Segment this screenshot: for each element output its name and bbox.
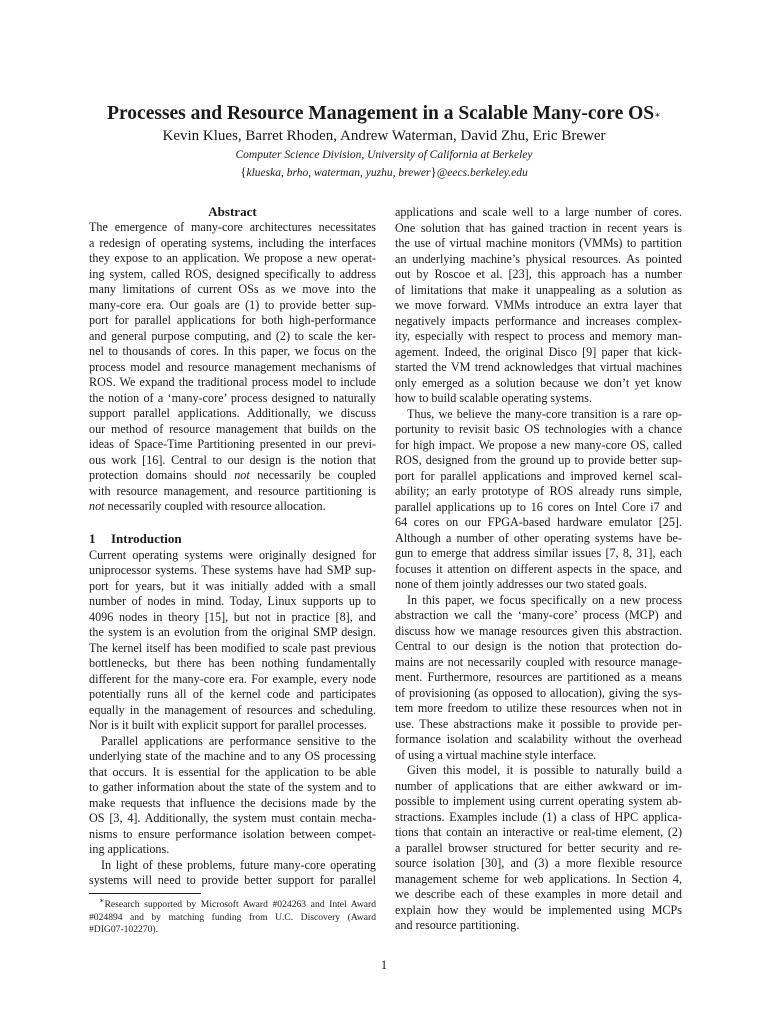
abstract-heading: Abstract [208,204,257,219]
abstract-line: The emergence of many-core architectures necessitates [89,220,376,234]
abstract-line: port for parallel applications for both high-performance [89,313,376,327]
body-line: agement. Indeed, the original Disco [9] paper that kick- [395,344,682,359]
abstract-line: support parallel applications. Additionally, we discuss [89,406,376,420]
page-number: 1 [380,958,388,972]
body-line: management scheme for web applications. In Section 4, [395,871,682,886]
body-line: an underlying machine’s physical resources. As pointed [395,251,682,266]
body-line: and resource partitioning. [395,918,520,932]
body-line: 4096 nodes in theory [15], but not in practice [8], and [89,609,376,624]
body-line: bottlenecks, but there has been nothing fundamentally [89,656,376,670]
body-line: only emerged as a solution because we don’t yet know [395,375,682,390]
abstract-line: ROS. We expand the traditional process model to include [89,375,376,389]
body-line: port for years, but it was initially added with a small [89,578,376,593]
section-heading-introduction: 1 Introduction [89,530,182,546]
abstract-line: the notion of a ‘many-core’ process designed to naturally [89,390,376,405]
body-line: ity, especially with respect to process and memory man- [395,329,682,343]
intro-body [89,548,376,889]
body-line: that occurs. It is essential for the application to be able [89,764,376,779]
body-line: of limitations that make it unappealing as a solution as [395,282,682,297]
abstract-line: and general purpose computing, and (2) to scale the ker- [89,328,376,343]
abstract-line: many limitations of current OSs as we move into the [89,282,376,296]
abstract-line: many-core era. Our goals are (1) to provide better sup- [89,297,376,312]
abstract-line: ing system, called ROS, designed specifically to address [89,266,376,281]
body-line: of provisioning (as opposed to allocation), giving the sys- [395,685,682,700]
footnote-line: #DIG07-102270). [89,924,159,936]
abstract-line: protection domains should not necessarily be coupled [89,468,376,482]
body-line: port for parallel applications and improved kernel scal- [395,468,682,483]
paper-title: Processes and Resource Management in a Scalable Many-core OS∗ [107,103,661,124]
body-line: uniprocessor systems. These systems have had SMP sup- [89,563,376,577]
body-line: ing applications. [89,842,170,856]
body-line: a parallel browser structured for better security and re- [395,840,682,855]
body-line: mains are not necessarily coupled with resource manage- [395,654,682,669]
body-line: negatively impacts performance and increases complex- [395,313,682,328]
body-line: ROS, designed from the ground up to provide better sup- [395,453,682,467]
title-footnote-mark: ∗ [654,110,661,121]
body-line: Although a number of other operating systems have be- [395,530,682,545]
body-line: to gather information about the state of the system and to [89,780,376,794]
body-line: of using a virtual machine style interface. [395,747,597,762]
body-line: One solution that has gained traction in recent years is [395,220,682,235]
body-line: 64 cores on our FPGA-based hardware emulator [25]. [395,515,682,529]
abstract-line: they expose to an application. We propose a new operat- [89,251,376,265]
body-line: possible to implement using current operating system ab- [395,794,682,808]
body-line: explain how they would be implemented using MCPs [395,902,682,917]
body-line: portunity to revisit basic OS technologies with a chance [395,422,682,436]
abstract-line: ous work [16]. Central to our design is the notion that [89,452,376,467]
abstract-line: with resource management, and resource partitioning is [89,483,376,498]
body-line: tions that contain an interactive or real-time element, (2) [395,825,682,839]
body-line: Nor is it built with explicit support for parallel processes. [89,718,367,732]
body-line: In light of these problems, future many-core operating [101,857,376,872]
body-line: Thus, we believe the many-core transition is a rare op- [407,406,682,421]
body-line: abstraction we call the ‘many-core’ process (MCP) and [395,608,682,622]
body-line: ment. Furthermore, resources are partitioned as a means [395,670,682,684]
left-column [89,203,376,889]
body-line: tem more freedom to utilize these resources when not in [395,701,682,715]
abstract-body [89,220,376,515]
body-line: equally in the management of resources and scheduling. [89,702,376,717]
right-column [395,205,682,934]
body-line: we describe each of these examples in more detail and [395,887,682,901]
abstract-line: ideas of Space-Time Partitioning presented in our previ- [89,437,376,451]
body-line: out by Roscoe et al. [23], this approach has a number [395,267,682,281]
body-line: OS [3, 4]. Additionally, the system must contain mecha- [89,811,376,825]
body-line: systems will need to provide better support for parallel [89,873,376,887]
body-line: started the VM trend acknowledges that virtual machines [395,360,682,374]
body-line: different for the many-core era. For example, every node [89,671,376,686]
body-line: In this paper, we focus specifically on a new process [407,592,682,607]
body-line: Parallel applications are performance sensitive to the [101,733,376,748]
affiliation: Computer Science Division, University of California at Berkeley [235,149,533,161]
body-line: Current operating systems were originally designed for [89,547,376,562]
body-line: none of them jointly addresses our two stated goals. [395,577,647,591]
body-line: The kernel itself has been modified to scale past previous [89,640,376,655]
body-line: the use of virtual machine monitors (VMMs) to partition [395,236,682,250]
abstract-line: a redesign of operating systems, including the interfaces [89,235,376,250]
body-line: the system is an evolution from the original SMP design. [89,625,376,639]
footnote-divider [89,893,201,894]
author-emails: {klueska, brho, waterman, yuzhu, brewer}@eecs.berkeley.edu [240,164,528,179]
abstract-line: not necessarily coupled with resource allocation. [89,499,326,513]
body-line: use. These abstractions make it possible to provide per- [395,716,682,731]
body-line: Central to our design is the notion that protection do- [395,639,682,653]
body-line: applications and scale well to a large number of cores. [395,205,682,219]
body-line: stractions. Examples include (1) a class of HPC applica- [395,809,682,824]
abstract-line: process model and resource management mechanisms of [89,359,376,374]
body-line: source isolation [30], and (3) a more flexible resource [395,856,682,870]
footnote-line: ∗Research supported by Microsoft Award #024263 and Intel Award [99,896,376,911]
body-line: formance isolation and scalability without the overhead [395,732,682,746]
body-line: how to build scalable operating systems. [395,391,592,405]
body-line: nisms to ensure performance isolation between compet- [89,826,376,841]
author-list: Kevin Klues, Barret Rhoden, Andrew Waterman, David Zhu, Eric Brewer [162,128,606,144]
body-line: ability; an early prototype of ROS already runs simple, [395,484,682,498]
body-line: discuss how we manage resources given this abstraction. [395,623,682,638]
body-line: potentially runs all of the kernel code and participates [89,687,376,701]
body-line: parallel applications up to 16 cores on Intel Core i7 and [395,499,682,514]
body-line: Given this model, it is possible to naturally build a [407,763,682,777]
body-line: focuses it attention on different aspects in the space, and [395,561,682,576]
footnote [89,895,376,937]
abstract-line: our method of resource management that builds on the [89,421,376,436]
body-line: we move forward. VMMs introduce an extra layer that [395,298,682,312]
body-line: number of nodes in mind. Today, Linux supports up to [89,594,376,608]
body-line: number of applications that are either awkward or im- [395,778,682,793]
footnote-line: #024894 and by matching funding from U.C. Discovery (Award [89,911,376,923]
body-line: underlying state of the machine and to any OS processing [89,749,376,763]
body-line: gun to emerge that address similar issues [7, 8, 31], each [395,546,682,560]
abstract-line: nel to thousands of cores. In this paper, we focus on the [89,344,376,358]
body-line: for high impact. We propose a new many-core OS, called [395,437,682,452]
body-line: make requests that influence the decisions made by the [89,795,376,810]
